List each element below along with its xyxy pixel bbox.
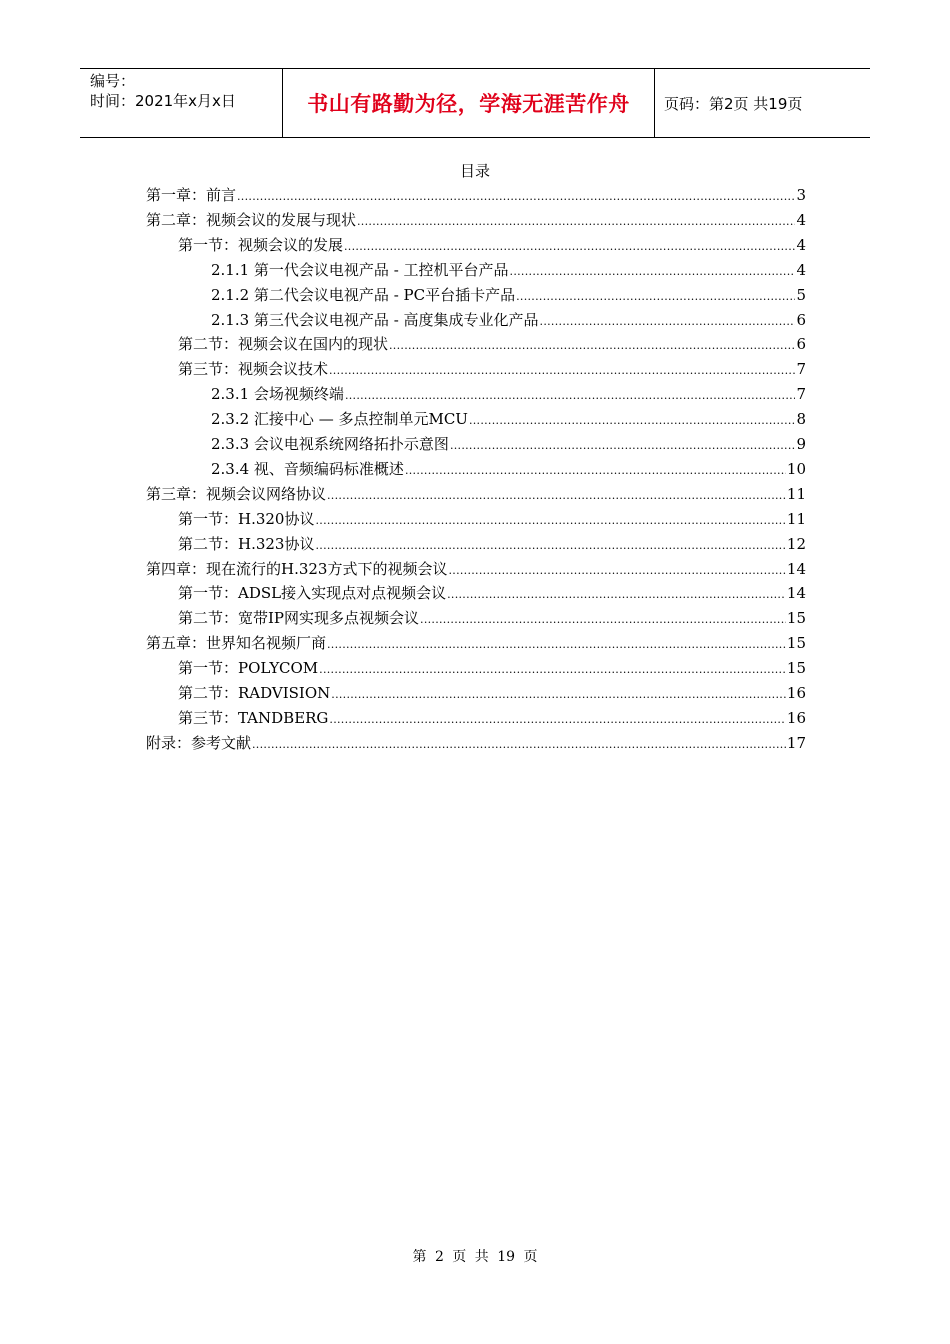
toc-entry[interactable] (178, 357, 806, 381)
toc-entry-page: 9 (796, 435, 806, 453)
toc-entry-page: 14 (786, 559, 806, 578)
toc-entry[interactable] (146, 557, 806, 581)
toc-leader-dots (405, 459, 786, 483)
toc-entry-page: 10 (786, 459, 806, 478)
toc-entry[interactable] (211, 382, 806, 406)
toc-entry[interactable] (178, 656, 806, 680)
toc-entry-label: 第二节：RADVISION (178, 684, 331, 702)
toc-entry-label: 第三章：视频会议网络协议 (146, 484, 327, 503)
toc-leader-dots (510, 260, 796, 284)
toc-entry-label: 2.3.4 视、音频编码标准概述 (211, 459, 404, 478)
toc-entry[interactable] (211, 308, 806, 332)
toc-leader-dots (448, 559, 785, 583)
toc-entry[interactable] (211, 258, 806, 282)
toc-entry[interactable] (146, 183, 806, 207)
toc-leader-dots (327, 484, 786, 508)
toc-leader-dots (319, 658, 786, 682)
toc-leader-dots (389, 334, 795, 358)
toc-entry[interactable] (146, 731, 806, 755)
toc-entry-page: 6 (796, 335, 806, 354)
toc-entry-label: 2.3.2 汇接中心 — 多点控制单元MCU (211, 410, 468, 429)
toc-entry-page: 12 (786, 534, 806, 553)
toc-entry[interactable] (178, 606, 806, 630)
toc-entry-page: 15 (786, 609, 806, 628)
toc-leader-dots (516, 285, 795, 309)
toc-leader-dots (357, 210, 795, 234)
toc-entry[interactable] (178, 706, 806, 730)
toc-entry-page: 3 (796, 186, 806, 204)
toc-entry-page: 17 (786, 733, 806, 752)
toc-entry-page: 5 (796, 285, 806, 304)
toc-leader-dots (345, 384, 796, 408)
header-motto-cell (282, 69, 655, 137)
toc-entry-label: 第四章：现在流行的H.323方式下的视频会议 (146, 559, 448, 578)
toc-entry-page: 16 (786, 708, 806, 727)
toc-entry-label: 第二章：视频会议的发展与现状 (146, 210, 357, 229)
toc-entry-label: 第五章：世界知名视频厂商 (146, 634, 327, 653)
toc-entry-label: 2.3.1 会场视频终端 (211, 385, 344, 404)
toc-entry-page: 14 (786, 584, 806, 603)
header-meta-cell (80, 69, 282, 137)
toc-entry-label: 2.1.3 第三代会议电视产品 - 高度集成专业化产品 (211, 310, 539, 329)
toc-entry-label: 2.3.3 会议电视系统网络拓扑示意图 (211, 435, 449, 453)
toc-entry[interactable] (211, 432, 806, 456)
toc-entry-page: 15 (786, 634, 806, 653)
toc-entry[interactable] (178, 681, 806, 705)
toc-leader-dots (344, 235, 795, 259)
toc-entry-page: 8 (796, 410, 806, 429)
document-header (80, 68, 870, 138)
header-motto: 书山有路勤为径，学海无涯苦作舟 (307, 92, 630, 116)
header-time-label: 时间：2021年x月x日 (90, 92, 236, 110)
toc-entry-label: 第一节：H.320协议 (178, 509, 315, 528)
toc-leader-dots (315, 509, 785, 533)
toc-entry[interactable] (178, 507, 806, 531)
toc-leader-dots (450, 434, 796, 458)
toc-entry-page: 4 (796, 210, 806, 229)
toc-entry-page: 6 (796, 310, 806, 329)
toc-entry-label: 第一节：POLYCOM (178, 659, 319, 678)
toc-leader-dots (469, 409, 796, 433)
toc-entry-page: 7 (796, 360, 806, 379)
toc-leader-dots (329, 359, 795, 383)
toc-entry-label: 第二节：视频会议在国内的现状 (178, 335, 389, 354)
toc-entry-page: 11 (786, 484, 806, 503)
toc-entry-label: 第二节：宽带IP网实现多点视频会议 (178, 609, 420, 628)
toc-entry[interactable] (178, 233, 806, 257)
toc-entry-page: 11 (786, 509, 806, 528)
toc-entry-page: 4 (796, 235, 806, 254)
toc-entry[interactable] (211, 283, 806, 307)
toc-leader-dots (329, 708, 785, 732)
toc-entry-label: 2.1.1 第一代会议电视产品 - 工控机平台产品 (211, 260, 509, 279)
toc-title: 目录 (459, 162, 490, 180)
toc-entry[interactable] (211, 457, 806, 481)
toc-entry[interactable] (178, 532, 806, 556)
toc-entry-page: 7 (796, 385, 806, 404)
toc-entry-page: 4 (796, 260, 806, 279)
toc-leader-dots (540, 310, 796, 334)
toc-entry-label: 第三节：TANDBERG (178, 708, 329, 727)
toc-leader-dots (237, 185, 795, 209)
toc-entry-label: 第一节：ADSL接入实现点对点视频会议 (178, 584, 447, 603)
toc-leader-dots (447, 583, 786, 607)
toc-leader-dots (252, 733, 786, 757)
toc-entry[interactable] (146, 208, 806, 232)
toc-entry[interactable] (146, 631, 806, 655)
header-number-label: 编号： (90, 72, 136, 90)
toc-entry-label: 第一章：前言 (146, 186, 237, 204)
toc-entry[interactable] (178, 581, 806, 605)
toc-entry-label: 2.1.2 第二代会议电视产品 - PC平台插卡产品 (211, 285, 516, 304)
toc-entry-label: 第二节：H.323协议 (178, 534, 315, 553)
toc-entry-label: 附录：参考文献 (146, 733, 252, 752)
toc-leader-dots (327, 633, 786, 657)
toc-entry-label: 第三节：视频会议技术 (178, 360, 329, 379)
toc-entry-page: 16 (786, 684, 806, 702)
toc-entry-label: 第一节：视频会议的发展 (178, 235, 344, 254)
toc-leader-dots (315, 534, 785, 558)
toc-leader-dots (331, 683, 786, 707)
toc-entry-page: 15 (786, 659, 806, 678)
toc-entry[interactable] (178, 332, 806, 356)
page-footer: 第 2 页 共 19 页 (412, 1249, 538, 1265)
header-page-cell (655, 69, 870, 137)
toc-entry[interactable] (146, 482, 806, 506)
toc-leader-dots (420, 608, 786, 632)
toc-entry[interactable] (211, 407, 806, 431)
header-page-label: 页码：第2页 共19页 (664, 94, 803, 113)
